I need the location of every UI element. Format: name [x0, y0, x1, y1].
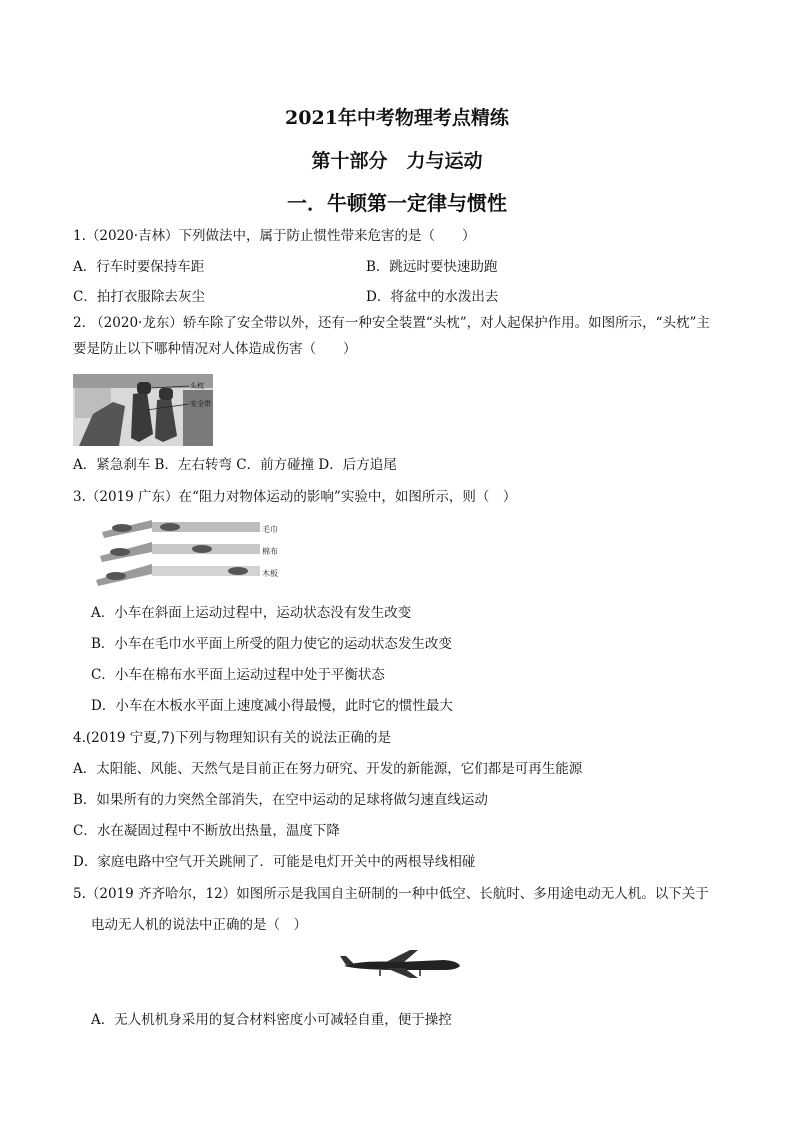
ramp-cotton — [100, 542, 260, 562]
ramp-towel — [102, 520, 260, 538]
q4-option-d: D．家庭电路中空气开关跳闸了．可能是电灯开关中的两根导线相碰 — [73, 854, 476, 870]
q2-stem-line1: 2. （2020·龙东）轿车除了安全带以外，还有一种安全装置“头枕”，对人起保护作用。如图所示，“头枕”主 — [73, 315, 710, 331]
q3-stem: 3.（2019 广东）在“阻力对物体运动的影响”实验中，如图所示，则（ ） — [73, 489, 517, 505]
q2-options: A．紧急刹车 B．左右转弯 C．前方碰撞 D．后方追尾 — [73, 457, 397, 473]
label-seatbelt: 安全带 — [190, 400, 211, 408]
label-headrest: 头枕 — [190, 382, 204, 390]
drone-wing-upper — [386, 950, 418, 962]
q3-option-c: C．小车在棉布水平面上运动过程中处于平衡状态 — [91, 667, 385, 683]
label-wood: 木板 — [262, 569, 278, 578]
q3-option-b: B．小车在毛巾水平面上所受的阻力使它的运动状态发生改变 — [91, 636, 452, 652]
drone-figure — [340, 948, 464, 980]
drone-tail — [340, 956, 354, 965]
ramp-wood — [96, 564, 260, 586]
q5-stem-line2: 电动无人机的说法中正确的是（ ） — [91, 917, 307, 933]
q4-option-b: B．如果所有的力突然全部消失，在空中运动的足球将做匀速直线运动 — [73, 792, 488, 808]
q1-option-c: C．拍打衣服除去灰尘 — [73, 289, 205, 305]
q4-option-c: C．水在凝固过程中不断放出热量，温度下降 — [73, 823, 340, 839]
car-headrest-figure — [73, 374, 213, 446]
label-towel: 毛巾 — [262, 525, 278, 534]
q1-option-b: B．跳远时要快速助跑 — [366, 259, 498, 275]
q5-option-a: A．无人机机身采用的复合材料密度小可减轻自重，便于操控 — [91, 1012, 452, 1028]
q1-option-d: D．将盆中的水泼出去 — [366, 289, 499, 305]
q1-stem: 1.（2020·吉林）下列做法中，属于防止惯性带来危害的是（ ） — [73, 228, 476, 244]
label-cotton: 棉布 — [262, 547, 278, 556]
q1-option-a: A．行车时要保持车距 — [73, 259, 205, 275]
friction-experiment-figure — [92, 518, 282, 586]
section-title: 一．牛顿第一定律与惯性 — [287, 191, 507, 215]
doc-title: 2021年中考物理考点精练 — [285, 107, 509, 129]
q2-stem-line2: 要是防止以下哪种情况对人体造成伤害（ ） — [73, 341, 357, 357]
q4-option-a: A．太阳能、风能、天然气是目前正在努力研究、开发的新能源，它们都是可再生能源 — [73, 761, 583, 777]
q3-option-d: D．小车在木板水平面上速度减小得最慢，此时它的惯性最大 — [91, 698, 453, 714]
headrest-shape — [137, 382, 151, 394]
q5-stem-line1: 5.（2019 齐齐哈尔，12）如图所示是我国自主研制的一种中低空、长航时、多用途电动无人机。以下关于 — [73, 886, 709, 902]
part-title: 第十部分 力与运动 — [311, 150, 483, 172]
q3-option-a: A．小车在斜面上运动过程中，运动状态没有发生改变 — [91, 605, 412, 621]
q4-stem: 4.(2019 宁夏,7)下列与物理知识有关的说法正确的是 — [73, 730, 391, 746]
